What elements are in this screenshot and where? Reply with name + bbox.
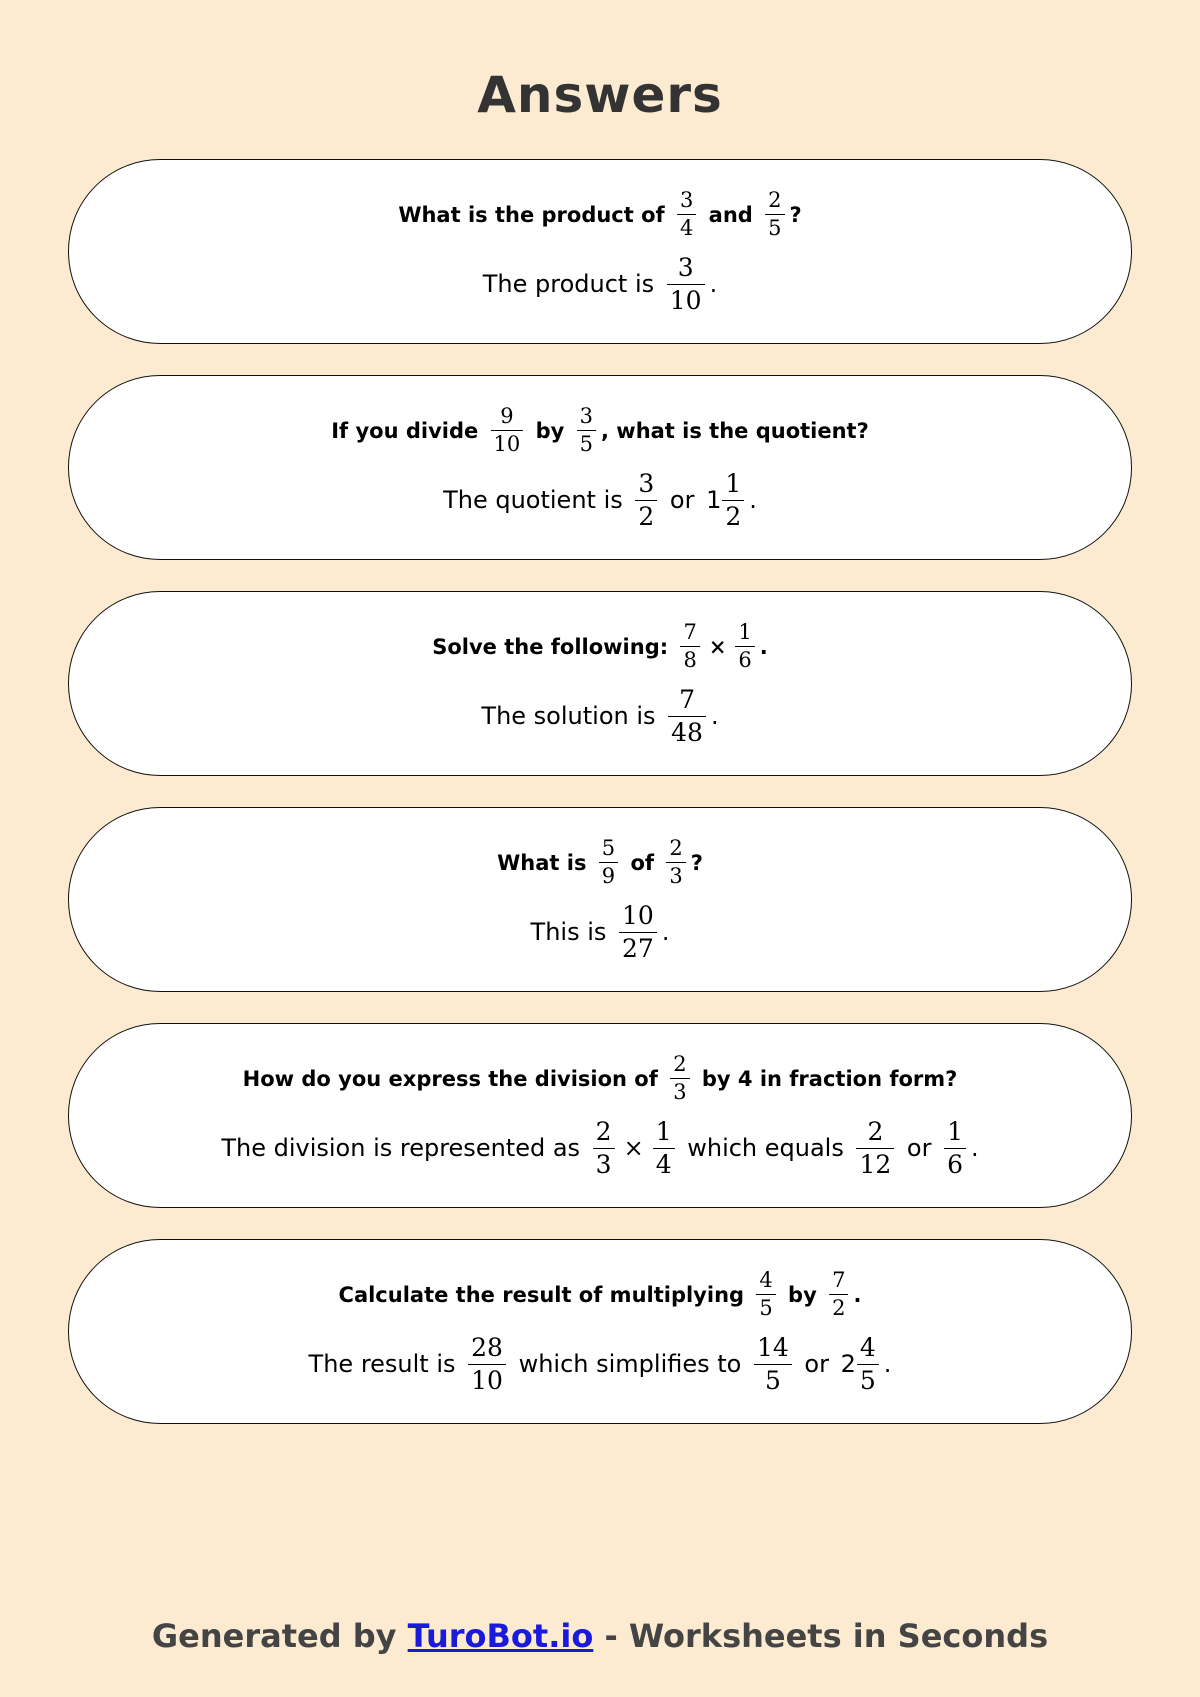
text-segment: by (528, 418, 572, 443)
numerator: 14 (756, 1333, 789, 1363)
fraction (666, 837, 685, 888)
numerator: 3 (579, 403, 593, 428)
numerator: 3 (677, 253, 694, 283)
fraction (468, 1334, 506, 1394)
fraction-bar (754, 1364, 792, 1365)
text-segment: and (701, 202, 761, 227)
fraction (944, 1118, 966, 1178)
numerator: 10 (622, 901, 654, 931)
footer-prefix: Generated by (151, 1617, 408, 1655)
fraction-bar (593, 1148, 615, 1149)
fraction-bar (944, 1148, 966, 1149)
fraction-bar (722, 500, 744, 501)
fraction (653, 1118, 675, 1178)
text-segment: What is (497, 850, 594, 875)
text-segment: . (971, 1134, 979, 1163)
fraction-bar (756, 1294, 775, 1295)
text-segment: . (709, 270, 718, 299)
fraction (754, 1334, 792, 1394)
numerator: 1 (947, 1117, 964, 1147)
answer-card (68, 1239, 1132, 1424)
text-segment: Solve the following: (432, 634, 676, 659)
denominator: 9 (601, 864, 616, 888)
numerator: 4 (859, 1333, 876, 1363)
fraction-bar (667, 284, 705, 285)
text-segment: or (899, 1134, 940, 1163)
fraction-bar (677, 214, 696, 215)
fraction (857, 1334, 879, 1394)
fraction-bar (666, 862, 685, 863)
denominator: 4 (655, 1149, 672, 1179)
answer-card (68, 807, 1132, 992)
text-segment: . (883, 1350, 892, 1379)
answer-text (221, 1118, 978, 1178)
denominator: 12 (859, 1149, 892, 1179)
fraction-bar (735, 646, 754, 647)
fraction (593, 1118, 615, 1178)
text-segment: or (662, 486, 703, 515)
text-segment: This is (530, 918, 615, 947)
fraction (577, 405, 596, 456)
denominator: 5 (859, 1365, 876, 1395)
fraction-bar (856, 1148, 894, 1149)
fraction (856, 1118, 894, 1178)
fraction (677, 189, 696, 240)
fraction (756, 1269, 775, 1320)
denominator: 5 (768, 216, 782, 240)
text-segment: The quotient is (443, 486, 631, 515)
numerator: 28 (471, 1333, 503, 1363)
denominator: 5 (764, 1365, 781, 1395)
text-segment: . (710, 702, 719, 731)
fraction-bar (599, 862, 618, 863)
fraction-bar (668, 716, 706, 717)
numerator: 2 (669, 835, 683, 860)
numerator: 9 (500, 403, 514, 428)
numerator: 2 (673, 1051, 687, 1076)
denominator: 48 (671, 717, 703, 747)
fraction (491, 405, 524, 456)
fraction-bar (653, 1148, 675, 1149)
numerator: 7 (679, 685, 695, 715)
fraction-bar (468, 1364, 506, 1365)
fraction (722, 470, 744, 530)
fraction-bar (577, 430, 596, 431)
text-segment: , what is the quotient? (601, 418, 869, 443)
text-segment: or (796, 1350, 837, 1379)
text-segment: Calculate the result of multiplying (338, 1282, 752, 1307)
text-segment: . (853, 1282, 862, 1307)
text-segment: The product is (482, 270, 662, 299)
fraction (668, 686, 706, 746)
fraction (619, 902, 657, 962)
fraction-bar (765, 214, 784, 215)
denominator: 10 (493, 432, 521, 456)
fraction (680, 621, 699, 672)
page-title: Answers (477, 66, 723, 124)
numerator: 2 (768, 187, 782, 212)
text-segment: by (780, 1282, 825, 1307)
question-text (331, 405, 869, 456)
question-text (339, 1269, 862, 1320)
text-segment: by 4 in fraction form? (694, 1066, 958, 1091)
answer-text (531, 902, 670, 962)
denominator: 10 (669, 285, 702, 315)
denominator: 8 (683, 648, 697, 672)
denominator: 5 (579, 432, 593, 456)
text-segment: which equals (679, 1134, 852, 1163)
text-segment: of (623, 850, 662, 875)
question-text (243, 1053, 958, 1104)
answer-text (309, 1334, 892, 1394)
answer-card (68, 591, 1132, 776)
mixed-number-whole: 1 (706, 486, 722, 515)
mixed-number-whole: 2 (840, 1350, 856, 1379)
denominator: 2 (638, 501, 655, 531)
numerator: 1 (738, 619, 752, 644)
numerator: 4 (759, 1267, 773, 1292)
numerator: 7 (832, 1267, 846, 1292)
fraction (670, 1053, 689, 1104)
numerator: 7 (683, 619, 697, 644)
times-symbol: × (623, 1134, 644, 1163)
fraction-bar (857, 1364, 879, 1365)
denominator: 6 (738, 648, 752, 672)
footer (0, 1617, 1200, 1655)
footer-suffix: - Worksheets in Seconds (593, 1617, 1049, 1655)
fraction (765, 189, 784, 240)
fraction-bar (635, 500, 657, 501)
text-segment: The solution is (481, 702, 664, 731)
answer-list (68, 159, 1132, 1455)
text-segment: What is the product of (398, 202, 672, 227)
fraction-bar (680, 646, 699, 647)
answer-text (443, 470, 757, 530)
text-segment: The result is (308, 1350, 464, 1379)
fraction-bar (829, 1294, 848, 1295)
answer-text (483, 254, 717, 314)
denominator: 2 (832, 1296, 846, 1320)
numerator: 1 (725, 469, 742, 499)
denominator: 27 (622, 933, 654, 963)
denominator: 2 (725, 501, 742, 531)
denominator: 5 (759, 1296, 773, 1320)
text-segment: ? (789, 202, 802, 227)
text-segment: . (759, 634, 768, 659)
denominator: 10 (471, 1365, 503, 1395)
numerator: 3 (638, 469, 655, 499)
numerator: 2 (867, 1117, 884, 1147)
denominator: 6 (947, 1149, 964, 1179)
question-text (398, 189, 801, 240)
fraction (667, 254, 705, 314)
question-text (497, 837, 703, 888)
times-symbol: × (708, 634, 727, 659)
text-segment: which simplifies to (510, 1350, 749, 1379)
answer-card (68, 375, 1132, 560)
text-segment: The division is represented as (221, 1134, 588, 1163)
answer-card (68, 1023, 1132, 1208)
text-segment: If you divide (331, 418, 486, 443)
answer-card (68, 159, 1132, 344)
text-segment: How do you express the division of (242, 1066, 666, 1091)
numerator: 1 (655, 1117, 672, 1147)
denominator: 3 (669, 864, 683, 888)
text-segment: ? (690, 850, 703, 875)
fraction (829, 1269, 848, 1320)
text-segment: . (749, 486, 757, 515)
answer-text (481, 686, 718, 746)
numerator: 3 (679, 187, 694, 212)
fraction-bar (491, 430, 524, 431)
question-text (432, 621, 768, 672)
numerator: 5 (601, 835, 616, 860)
numerator: 2 (595, 1117, 612, 1147)
fraction (599, 837, 618, 888)
denominator: 4 (679, 216, 694, 240)
fraction (635, 470, 657, 530)
denominator: 3 (595, 1149, 612, 1179)
turobot-link[interactable]: TuroBot.io (407, 1617, 594, 1655)
denominator: 3 (673, 1080, 687, 1104)
fraction (735, 621, 754, 672)
text-segment: . (661, 918, 670, 947)
fraction-bar (619, 932, 657, 933)
fraction-bar (670, 1078, 689, 1079)
